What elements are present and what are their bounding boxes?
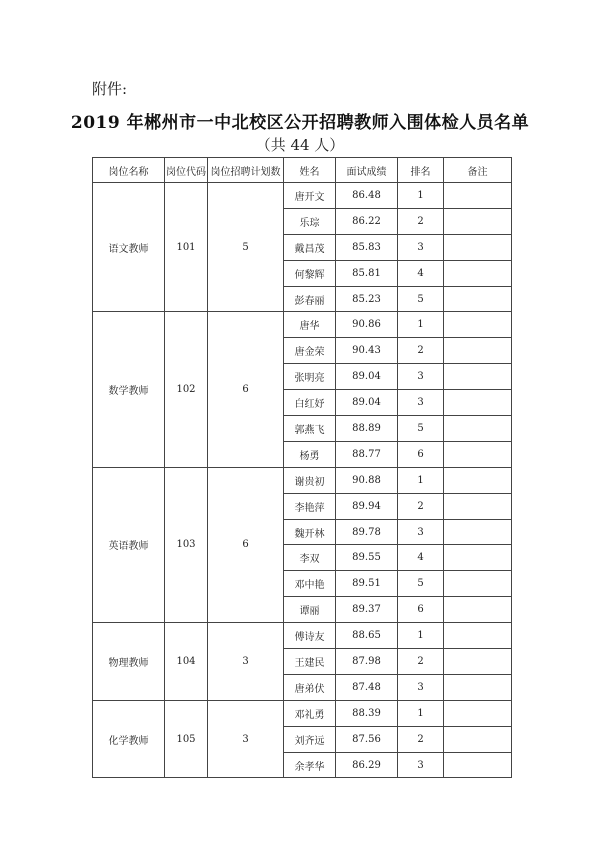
header-plan: 岗位招聘计划数 (208, 158, 284, 183)
rank-cell: 3 (398, 752, 444, 778)
note-cell (444, 416, 512, 442)
table-row (93, 312, 512, 338)
position-name-cell: 语文教师 (93, 183, 165, 312)
note-cell (444, 700, 512, 726)
candidate-name-cell: 唐金荣 (284, 338, 336, 364)
interview-score-cell: 88.89 (336, 416, 398, 442)
note-cell (444, 183, 512, 209)
rank-cell: 2 (398, 649, 444, 675)
candidate-name-cell: 谭丽 (284, 597, 336, 623)
rank-cell: 2 (398, 493, 444, 519)
note-cell (444, 726, 512, 752)
position-name-cell: 化学教师 (93, 700, 165, 778)
table-row (93, 700, 512, 726)
plan-count-cell: 5 (208, 183, 284, 312)
document-title: 2019 年郴州市一中北校区公开招聘教师入围体检人员名单 (70, 113, 530, 133)
note-cell (444, 467, 512, 493)
note-cell (444, 752, 512, 778)
candidate-name-cell: 李双 (284, 545, 336, 571)
note-cell (444, 390, 512, 416)
note-cell (444, 234, 512, 260)
interview-score-cell: 88.77 (336, 441, 398, 467)
header-code: 岗位代码 (165, 158, 208, 183)
rank-cell: 5 (398, 571, 444, 597)
note-cell (444, 286, 512, 312)
rank-cell: 6 (398, 441, 444, 467)
note-cell (444, 623, 512, 649)
plan-count-cell: 3 (208, 623, 284, 701)
rank-cell: 5 (398, 416, 444, 442)
position-code-cell: 102 (165, 312, 208, 467)
note-cell (444, 338, 512, 364)
table-body (93, 183, 512, 778)
note-cell (444, 208, 512, 234)
interview-score-cell: 86.48 (336, 183, 398, 209)
candidate-name-cell: 李艳萍 (284, 493, 336, 519)
candidate-name-cell: 何黎辉 (284, 260, 336, 286)
candidate-name-cell: 王建民 (284, 649, 336, 675)
interview-score-cell: 86.22 (336, 208, 398, 234)
candidate-name-cell: 张明亮 (284, 364, 336, 390)
interview-score-cell: 89.51 (336, 571, 398, 597)
interview-score-cell: 85.81 (336, 260, 398, 286)
note-cell (444, 519, 512, 545)
header-name: 姓名 (284, 158, 336, 183)
rank-cell: 3 (398, 364, 444, 390)
rank-cell: 2 (398, 208, 444, 234)
header-rank: 排名 (398, 158, 444, 183)
rank-cell: 1 (398, 623, 444, 649)
interview-score-cell: 85.83 (336, 234, 398, 260)
position-code-cell: 103 (165, 467, 208, 622)
interview-score-cell: 89.78 (336, 519, 398, 545)
header-score: 面试成绩 (336, 158, 398, 183)
candidate-table (92, 157, 512, 778)
interview-score-cell: 87.56 (336, 726, 398, 752)
position-code-cell: 105 (165, 700, 208, 778)
rank-cell: 1 (398, 312, 444, 338)
plan-count-cell: 3 (208, 700, 284, 778)
note-cell (444, 649, 512, 675)
note-cell (444, 493, 512, 519)
table-row (93, 183, 512, 209)
rank-cell: 5 (398, 286, 444, 312)
candidate-name-cell: 邓礼勇 (284, 700, 336, 726)
candidate-name-cell: 唐华 (284, 312, 336, 338)
position-name-cell: 物理教师 (93, 623, 165, 701)
candidate-name-cell: 唐开文 (284, 183, 336, 209)
note-cell (444, 597, 512, 623)
interview-score-cell: 89.04 (336, 364, 398, 390)
position-code-cell: 104 (165, 623, 208, 701)
note-cell (444, 441, 512, 467)
interview-score-cell: 87.98 (336, 649, 398, 675)
rank-cell: 6 (398, 597, 444, 623)
interview-score-cell: 89.04 (336, 390, 398, 416)
candidate-name-cell: 郭燕飞 (284, 416, 336, 442)
rank-cell: 2 (398, 338, 444, 364)
position-name-cell: 英语教师 (93, 467, 165, 622)
rank-cell: 2 (398, 726, 444, 752)
interview-score-cell: 86.29 (336, 752, 398, 778)
attachment-label: 附件: (92, 80, 128, 98)
interview-score-cell: 90.43 (336, 338, 398, 364)
candidate-name-cell: 唐弟伏 (284, 674, 336, 700)
rank-cell: 1 (398, 467, 444, 493)
interview-score-cell: 85.23 (336, 286, 398, 312)
interview-score-cell: 89.37 (336, 597, 398, 623)
candidate-name-cell: 傅诗友 (284, 623, 336, 649)
rank-cell: 3 (398, 519, 444, 545)
note-cell (444, 312, 512, 338)
candidate-name-cell: 戴昌茂 (284, 234, 336, 260)
plan-count-cell: 6 (208, 467, 284, 622)
note-cell (444, 571, 512, 597)
position-name-cell: 数学教师 (93, 312, 165, 467)
candidate-name-cell: 余孝华 (284, 752, 336, 778)
candidate-name-cell: 杨勇 (284, 441, 336, 467)
candidate-name-cell: 白红妤 (284, 390, 336, 416)
interview-score-cell: 90.88 (336, 467, 398, 493)
headcount-subtitle: （共 44 人） (255, 136, 345, 154)
interview-score-cell: 88.65 (336, 623, 398, 649)
header-note: 备注 (444, 158, 512, 183)
rank-cell: 3 (398, 674, 444, 700)
position-code-cell: 101 (165, 183, 208, 312)
candidate-name-cell: 谢贵初 (284, 467, 336, 493)
note-cell (444, 674, 512, 700)
table-header-row (93, 158, 512, 183)
plan-count-cell: 6 (208, 312, 284, 467)
interview-score-cell: 89.55 (336, 545, 398, 571)
header-position: 岗位名称 (93, 158, 165, 183)
table-row (93, 467, 512, 493)
interview-score-cell: 88.39 (336, 700, 398, 726)
note-cell (444, 545, 512, 571)
rank-cell: 4 (398, 260, 444, 286)
candidate-name-cell: 邓中艳 (284, 571, 336, 597)
rank-cell: 3 (398, 234, 444, 260)
candidate-name-cell: 乐琮 (284, 208, 336, 234)
interview-score-cell: 90.86 (336, 312, 398, 338)
rank-cell: 3 (398, 390, 444, 416)
candidate-name-cell: 魏开林 (284, 519, 336, 545)
rank-cell: 1 (398, 700, 444, 726)
interview-score-cell: 87.48 (336, 674, 398, 700)
interview-score-cell: 89.94 (336, 493, 398, 519)
note-cell (444, 260, 512, 286)
rank-cell: 4 (398, 545, 444, 571)
note-cell (444, 364, 512, 390)
table-row (93, 623, 512, 649)
candidate-name-cell: 刘齐远 (284, 726, 336, 752)
candidate-name-cell: 彭春丽 (284, 286, 336, 312)
rank-cell: 1 (398, 183, 444, 209)
